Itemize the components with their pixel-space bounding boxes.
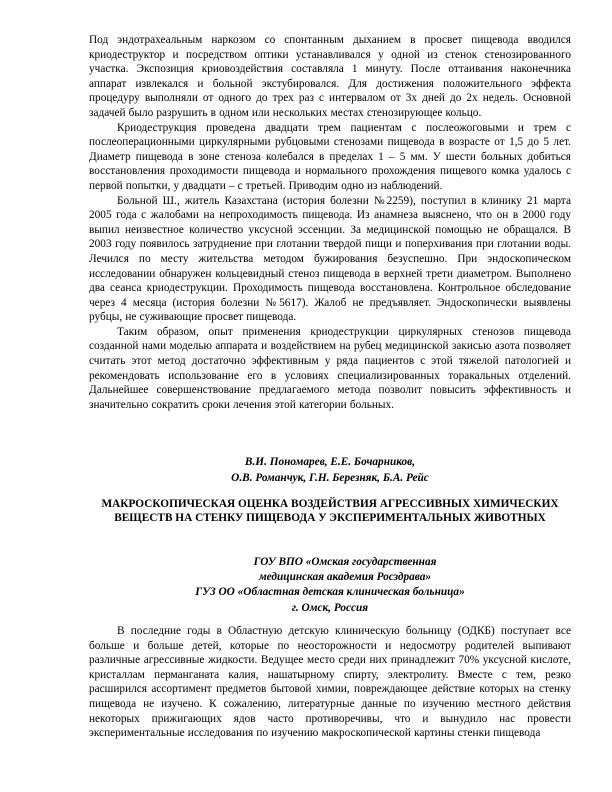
paragraph-case-report: Больной Ш., житель Казахстана (история болезни №2259), поступил в клинику 21 марта 2005 года с жалобами на непроходимость пищевода. Из анамнеза выяснено, что он в 2000 году выпил неизвестное количество уксусной эссенции. За медицинской помощью не обращался. В 2003 году появилось затруднение при глотании твердой пищи и поперхивания при глотании воды. Лечился по месту жительства методом бужирования безуспешно. При эндоскопическом исследовании обнаружен кольцевидный стеноз пищевода в верхней трети диаметром. Выполнено два сеанса криодеструкции. Проходимость пищевода восстановлена. Контрольное обследование через 4 месяца (история болезни №5617). Жалоб не предъявляет. Эндоскопически выявлены рубцы, не суживающие просвет пищевода.	[89, 194, 571, 324]
authors-line-1: В.И. Пономарев, Е.Е. Бочарников,	[244, 456, 416, 468]
affiliation-1-line-1: ГОУ ВПО «Омская государственная	[253, 556, 437, 568]
paragraph-procedure: Под эндотрахеальным наркозом со спонтанным дыханием в просвет пищевода вводился криодеструктор и посредством оптики устанавливался у одной из стенок стенозированного участка. Экспозиция криовоздействия составляла 1 минуту. После оттаивания наконечника аппарат извлекался и больной экстубировался. Для достижения положительного эффекта процедуру выполняли от одного до трех раз с интервалом от 3х дней до 2х недель. Основной задачей было разрушить в одном или нескольких местах стенозирующее кольцо.	[89, 34, 571, 119]
article-body	[89, 624, 571, 741]
paragraph-conclusion: Таким образом, опыт применения криодеструкции циркулярных стенозов пищевода созданной нами моделью аппарата и воздействием на рубец медицинской закисью азота позволяет считать этот метод достаточно эффективным у ряда пациентов с этой тяжелой патологией и рекомендовать использование его в условиях специализированных торакальных отделений. Дальнейшее совершенствование предлагаемого метода позволит повысить эффективность и значительно сократить сроки лечения этой категории больных.	[89, 325, 571, 411]
affiliation-1-line-2: медицинская академия Росздрава»	[258, 571, 432, 584]
paragraph-intro: В последние годы в Областную детскую клиническую больницу (ОДКБ) поступает все больше и больше детей, которые по неосторожности и недосмотру родителей выпивают различные агрессивные жидкости. Ведущее место среди них принадлежит 70% уксусной кислоте, кристаллам перманганата калия, нашатырному спирту, электролиту. Вместе с тем, резко расширился ассортимент предметов бытовой химии, повреждающее действие которых на стенку пищевода не изучено. К сожалению, литературные данные по изучению местного действия некоторых прижигающих ядов часто противоречивы, что и вынудило нас провести экспериментальные исследования по изучению макроскопической картины стенки пищевода	[89, 625, 571, 740]
section-continued-text	[89, 33, 571, 412]
authors-line-2: О.В. Романчук, Г.Н. Березняк, Б.А. Рейс	[231, 472, 429, 484]
affiliation-city: г. Омск, Россия	[291, 601, 369, 614]
paragraph-results: Криодеструкция проведена двадцати трем пациентам с послеожоговыми и трем с послеоперационными циркулярными рубцовыми стенозами пищевода в возрасте от 1,5 до 5 лет. Диаметр пищевода в зоне стеноза колебался в пределах 1 – 5 мм. У шести больных добиться восстановления проходимости пищевода и нормального прохождения пищевого комка удалось с первой попытки, у двадцати – с третьей. Приводим одно из наблюдений.	[89, 121, 571, 192]
affiliation-2: ГУЗ ОО «Областная детская клиническая больница»	[195, 586, 465, 599]
article-affiliations	[89, 555, 571, 616]
article-authors	[89, 454, 571, 486]
article-title: МАКРОСКОПИЧЕСКАЯ ОЦЕНКА ВОЗДЕЙСТВИЯ АГРЕССИВНЫХ ХИМИЧЕСКИХ ВЕЩЕСТВ НА СТЕНКУ ПИЩЕВОДА У ЭКСПЕРИМЕНТАЛЬНЫХ ЖИВОТНЫХ	[101, 498, 559, 525]
